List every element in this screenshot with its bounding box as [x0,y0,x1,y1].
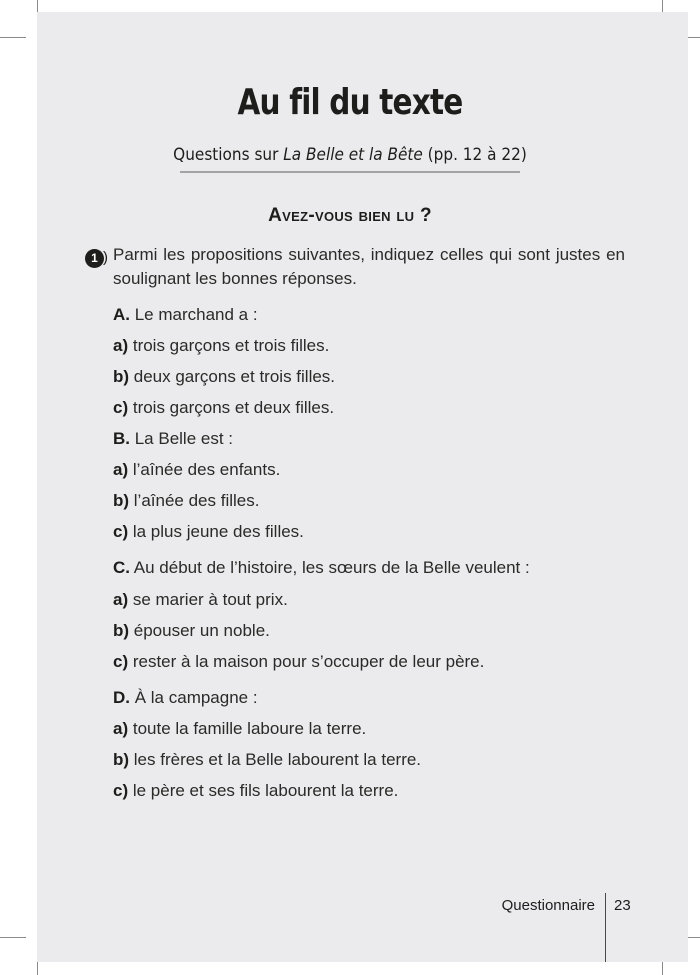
item-text: épouser un noble. [129,621,270,640]
question-number-suffix: ) [103,249,108,266]
answer-option [113,781,398,801]
answer-option [113,522,304,542]
item-label: C. [113,558,130,577]
item-label: a) [113,460,129,479]
answer-option [113,750,421,770]
item-text: le père et ses fils labourent la terre. [128,781,399,800]
item-text: se marier à tout prix. [128,590,288,609]
answer-option [113,398,334,418]
item-text: les frères et la Belle labourent la terre. [129,750,422,769]
page-subtitle [35,145,665,165]
item-label: a) [113,336,129,355]
item-text: Au début de l’histoire, les sœurs de la Belle veulent : [130,558,530,577]
sub-question [113,429,233,449]
page-number: 23 [614,897,631,914]
item-text: rester à la maison pour s’occuper de leur père. [128,652,485,671]
item-text: À la campagne : [130,688,258,707]
item-label: D. [113,688,130,707]
item-label: c) [113,398,129,417]
item-text: la plus jeune des filles. [128,522,304,541]
answer-option [113,367,335,387]
item-text: La Belle est : [130,429,234,448]
item-label: b) [113,750,130,769]
item-label: c) [113,781,129,800]
subtitle-suffix: (pp. 12 à 22) [422,145,527,165]
title-divider [180,171,520,173]
item-label: A. [113,305,130,324]
sub-question [113,305,258,325]
answer-option [113,460,280,480]
item-label: B. [113,429,130,448]
item-text: Le marchand a : [130,305,258,324]
answer-option [113,590,288,610]
answer-option [113,491,259,511]
item-label: a) [113,590,129,609]
question-1 [85,243,625,291]
item-text: l’aînée des enfants. [128,460,281,479]
item-text: l’aînée des filles. [129,491,260,510]
item-text: trois garçons et deux filles. [128,398,335,417]
answer-option [113,336,329,356]
section-heading: Avez-vous bien lu ? [268,205,432,226]
item-text: deux garçons et trois filles. [129,367,336,386]
item-label: c) [113,522,129,541]
question-number-circle-icon: 1 [85,249,104,268]
item-label: b) [113,367,130,386]
sub-question [113,558,530,578]
item-label: a) [113,719,129,738]
question-number-badge [85,246,108,270]
page-title: Au fil du texte [237,82,463,123]
item-text: toute la famille laboure la terre. [128,719,367,738]
crop-mark-top-left-horizontal [0,37,26,38]
item-text: trois garçons et trois filles. [128,336,330,355]
item-label: c) [113,652,129,671]
answer-option [113,621,270,641]
footer-divider [605,893,606,962]
answer-option [113,652,484,672]
answer-option [113,719,366,739]
question-text: Parmi les propositions suivantes, indiquez celles qui sont justes en soulignant les bonnes réponses. [113,245,625,288]
subtitle-prefix: Questions sur [173,145,284,165]
item-label: b) [113,491,130,510]
crop-mark-bottom-left-horizontal [0,937,26,938]
subtitle-book-title: La Belle et la Bête [283,145,423,165]
item-label: b) [113,621,130,640]
sub-question [113,688,258,708]
footer-section-label: Questionnaire [501,897,595,914]
